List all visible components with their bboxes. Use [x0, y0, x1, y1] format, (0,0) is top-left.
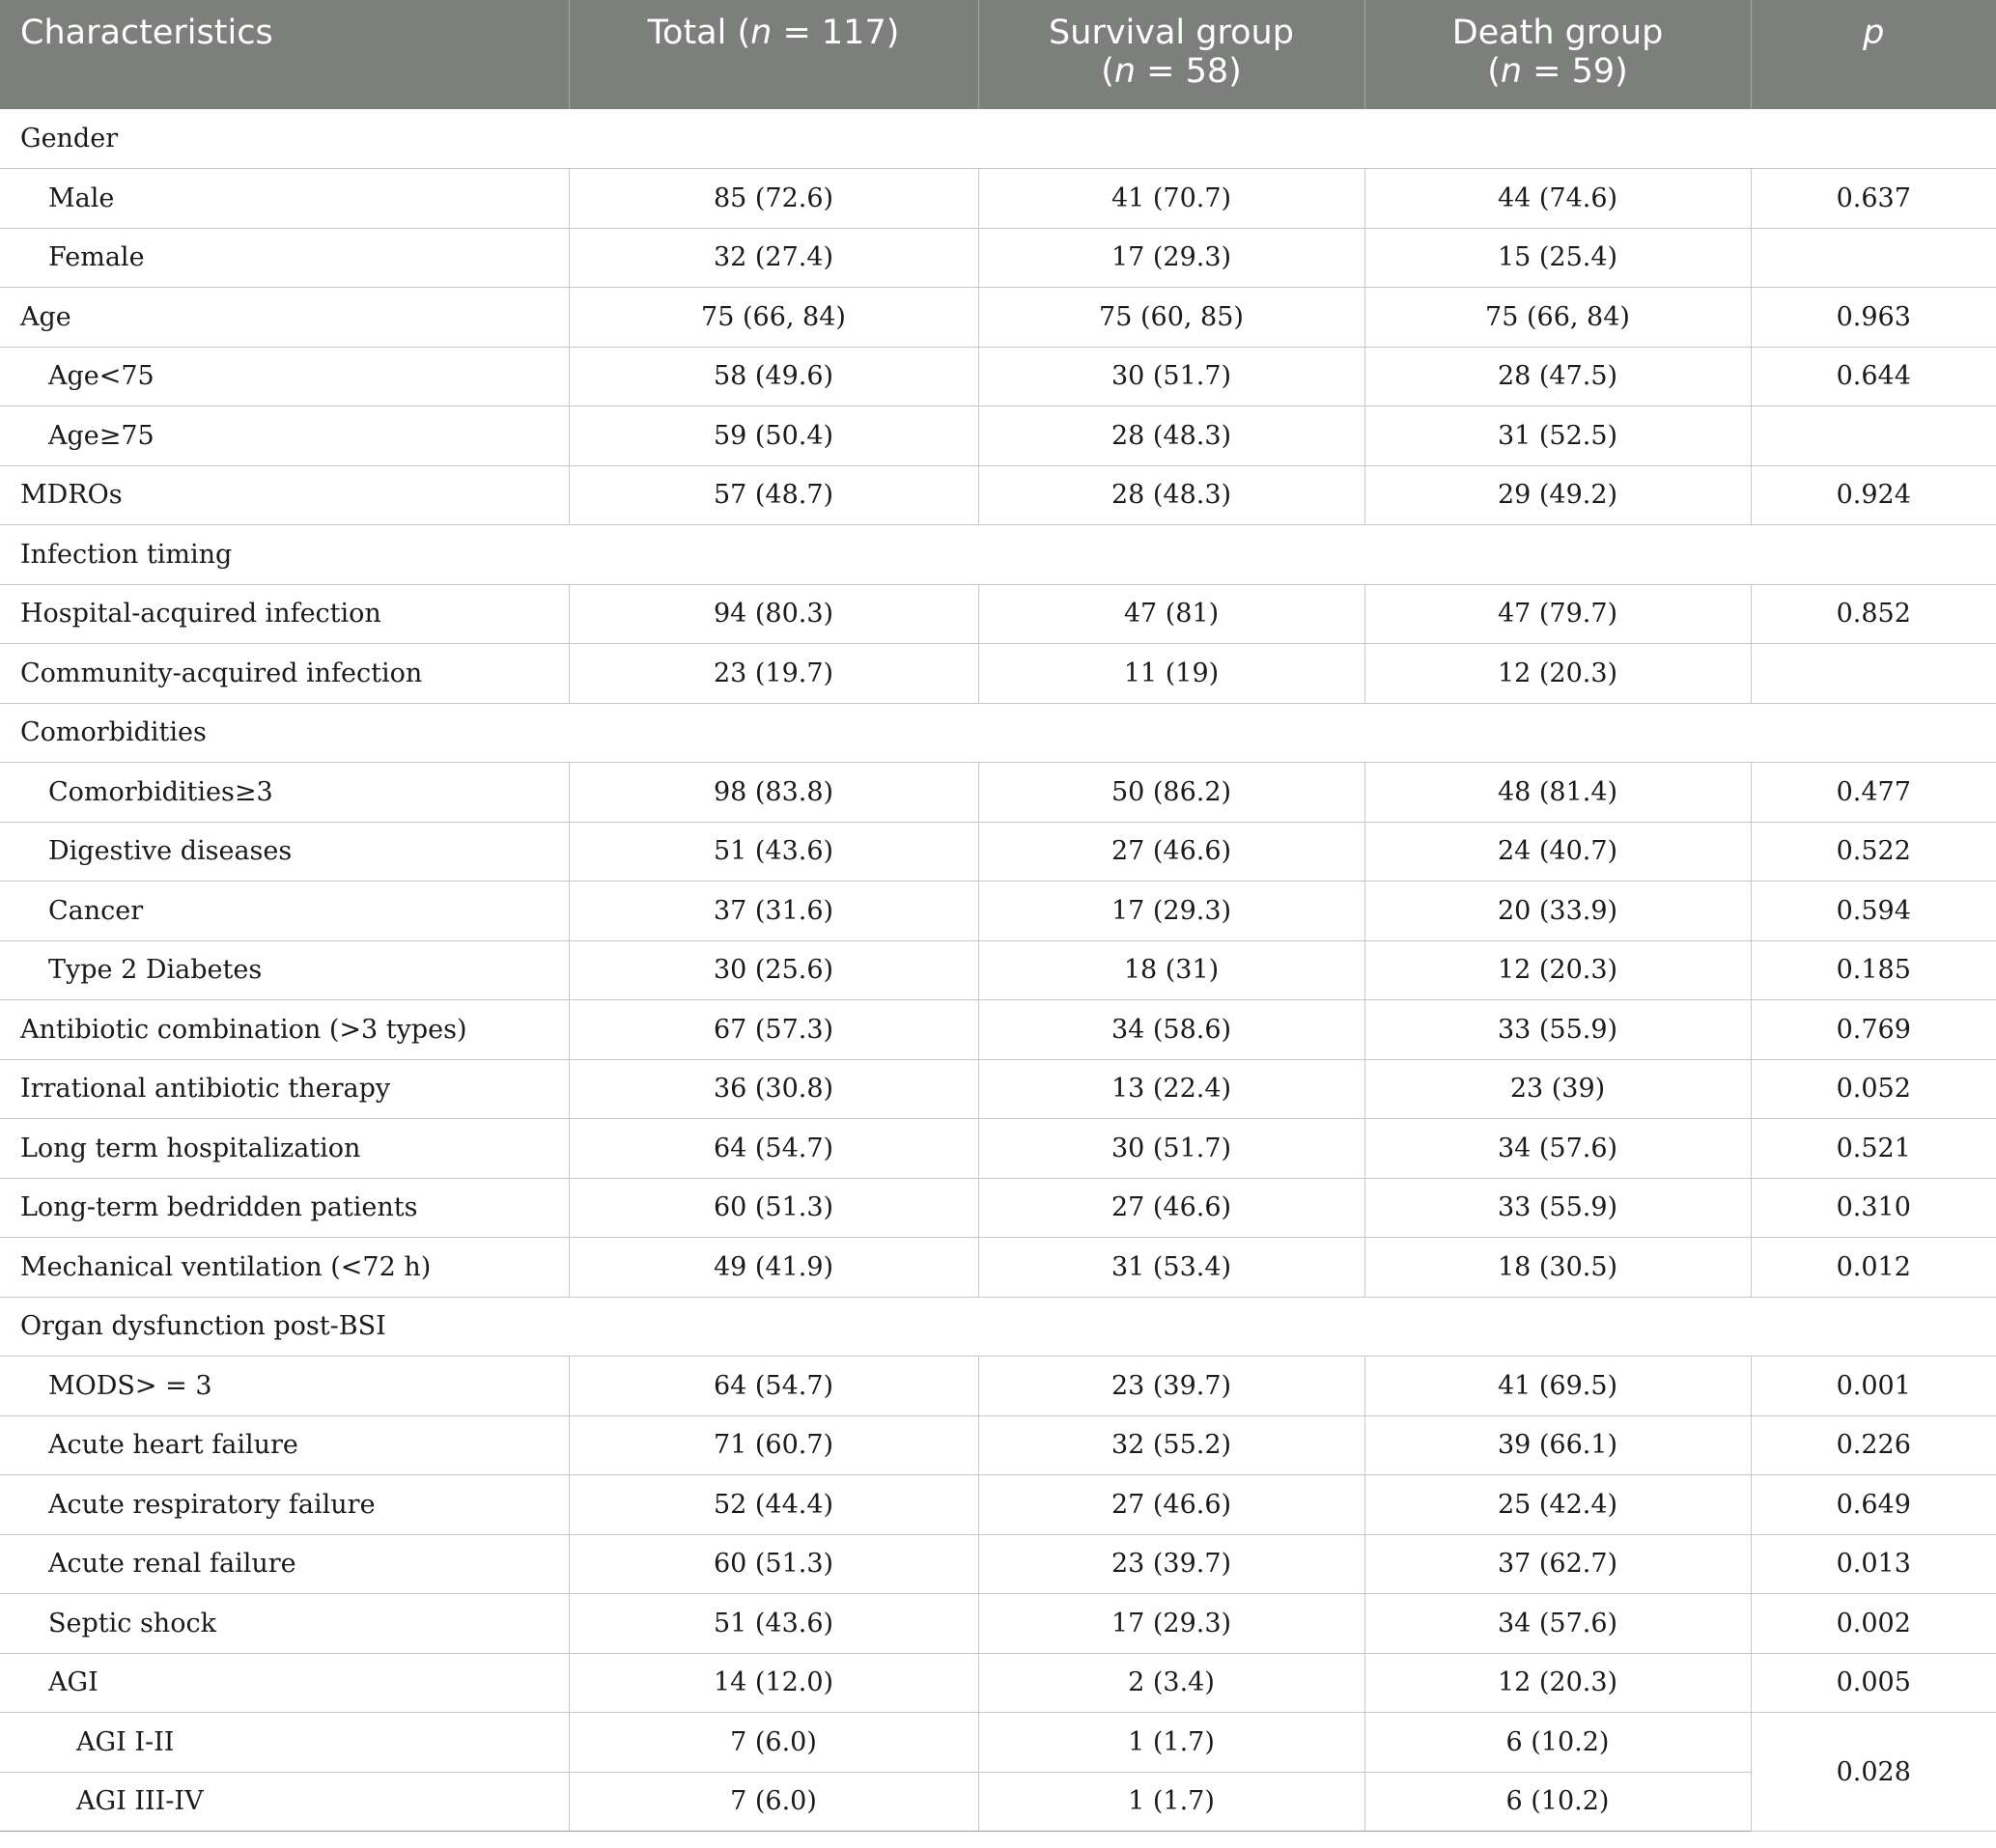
- section-label: Comorbidities: [0, 703, 1996, 763]
- death-cell: 15 (25.4): [1364, 228, 1751, 288]
- table-row: [0, 940, 1996, 1000]
- section-row-comorbidities: [0, 703, 1996, 763]
- total-cell: 32 (27.4): [569, 228, 978, 288]
- table-row: [0, 1713, 1996, 1773]
- header-total-n: n: [750, 14, 773, 52]
- survival-cell: 1 (1.7): [978, 1772, 1364, 1832]
- survival-cell: 23 (39.7): [978, 1357, 1364, 1416]
- total-cell: 94 (80.3): [569, 584, 978, 644]
- section-label: Organ dysfunction post-BSI: [0, 1297, 1996, 1357]
- row-label: MDROs: [0, 465, 569, 525]
- header-survival-open: (: [1101, 52, 1114, 91]
- p-cell: 0.594: [1751, 882, 1996, 941]
- row-label: Hospital-acquired infection: [0, 584, 569, 644]
- row-label: Antibiotic combination (>3 types): [0, 1000, 569, 1060]
- death-cell: 28 (47.5): [1364, 347, 1751, 406]
- survival-cell: 34 (58.6): [978, 1000, 1364, 1060]
- row-label: Type 2 Diabetes: [0, 940, 569, 1000]
- total-cell: 7 (6.0): [569, 1713, 978, 1773]
- header-total: [569, 0, 978, 109]
- row-label: Long term hospitalization: [0, 1119, 569, 1179]
- p-cell-merged: 0.028: [1751, 1713, 1996, 1832]
- table-row: [0, 1357, 1996, 1416]
- total-cell: 64 (54.7): [569, 1119, 978, 1179]
- row-label: Acute respiratory failure: [0, 1475, 569, 1535]
- total-cell: 37 (31.6): [569, 882, 978, 941]
- section-row-organ-dysfunction: [0, 1297, 1996, 1357]
- survival-cell: 27 (46.6): [978, 1178, 1364, 1238]
- death-cell: 25 (42.4): [1364, 1475, 1751, 1535]
- table-row: [0, 1415, 1996, 1475]
- survival-cell: 27 (46.6): [978, 1475, 1364, 1535]
- total-cell: 60 (51.3): [569, 1534, 978, 1594]
- survival-cell: 28 (48.3): [978, 406, 1364, 466]
- header-death-n: n: [1500, 52, 1523, 91]
- survival-cell: 11 (19): [978, 644, 1364, 704]
- row-label: Community-acquired infection: [0, 644, 569, 704]
- header-death: [1364, 0, 1751, 109]
- header-survival-n: n: [1113, 52, 1137, 91]
- total-cell: 75 (66, 84): [569, 288, 978, 348]
- death-cell: 12 (20.3): [1364, 644, 1751, 704]
- row-label: Irrational antibiotic therapy: [0, 1059, 569, 1119]
- table-row: [0, 1594, 1996, 1654]
- table-header: [0, 0, 1996, 109]
- total-cell: 23 (19.7): [569, 644, 978, 704]
- p-cell: 0.226: [1751, 1415, 1996, 1475]
- death-cell: 48 (81.4): [1364, 763, 1751, 823]
- survival-cell: 27 (46.6): [978, 822, 1364, 882]
- table-body: [0, 109, 1996, 1832]
- death-cell: 37 (62.7): [1364, 1534, 1751, 1594]
- survival-cell: 1 (1.7): [978, 1713, 1364, 1773]
- death-cell: 41 (69.5): [1364, 1357, 1751, 1416]
- header-survival: [978, 0, 1364, 109]
- row-label: Comorbidities≥3: [0, 763, 569, 823]
- survival-cell: 50 (86.2): [978, 763, 1364, 823]
- p-cell: 0.649: [1751, 1475, 1996, 1535]
- p-cell: 0.769: [1751, 1000, 1996, 1060]
- table-row: [0, 1238, 1996, 1298]
- death-cell: 47 (79.7): [1364, 584, 1751, 644]
- row-label: MODS> = 3: [0, 1357, 569, 1416]
- total-cell: 7 (6.0): [569, 1772, 978, 1832]
- survival-cell: 31 (53.4): [978, 1238, 1364, 1298]
- table-row: [0, 822, 1996, 882]
- survival-cell: 17 (29.3): [978, 882, 1364, 941]
- death-cell: 31 (52.5): [1364, 406, 1751, 466]
- total-cell: 36 (30.8): [569, 1059, 978, 1119]
- total-cell: 60 (51.3): [569, 1178, 978, 1238]
- death-cell: 44 (74.6): [1364, 169, 1751, 229]
- survival-cell: 17 (29.3): [978, 1594, 1364, 1654]
- row-label: Acute renal failure: [0, 1534, 569, 1594]
- death-cell: 75 (66, 84): [1364, 288, 1751, 348]
- table-row: [0, 1534, 1996, 1594]
- row-label: Acute heart failure: [0, 1415, 569, 1475]
- row-label: Digestive diseases: [0, 822, 569, 882]
- table-row: [0, 1653, 1996, 1713]
- death-cell: 29 (49.2): [1364, 465, 1751, 525]
- death-cell: 20 (33.9): [1364, 882, 1751, 941]
- death-cell: 33 (55.9): [1364, 1178, 1751, 1238]
- total-cell: 51 (43.6): [569, 1594, 978, 1654]
- table-row: [0, 347, 1996, 406]
- survival-cell: 41 (70.7): [978, 169, 1364, 229]
- row-label: Age: [0, 288, 569, 348]
- survival-cell: 13 (22.4): [978, 1059, 1364, 1119]
- table-row: [0, 1119, 1996, 1179]
- p-cell: 0.001: [1751, 1357, 1996, 1416]
- death-cell: 39 (66.1): [1364, 1415, 1751, 1475]
- table-row: [0, 763, 1996, 823]
- row-label: Age<75: [0, 347, 569, 406]
- p-cell: 0.924: [1751, 465, 1996, 525]
- total-cell: 85 (72.6): [569, 169, 978, 229]
- table-row: [0, 584, 1996, 644]
- death-cell: 34 (57.6): [1364, 1594, 1751, 1654]
- p-cell: 0.310: [1751, 1178, 1996, 1238]
- p-cell: 0.002: [1751, 1594, 1996, 1654]
- survival-cell: 2 (3.4): [978, 1653, 1364, 1713]
- survival-cell: 30 (51.7): [978, 347, 1364, 406]
- row-label: Mechanical ventilation (<72 h): [0, 1238, 569, 1298]
- total-cell: 51 (43.6): [569, 822, 978, 882]
- header-survival-value: = 58): [1136, 52, 1242, 91]
- row-label: AGI III-IV: [0, 1772, 569, 1832]
- table-row: [0, 465, 1996, 525]
- death-cell: 18 (30.5): [1364, 1238, 1751, 1298]
- row-label: Female: [0, 228, 569, 288]
- total-cell: 14 (12.0): [569, 1653, 978, 1713]
- death-cell: 6 (10.2): [1364, 1713, 1751, 1773]
- survival-cell: 23 (39.7): [978, 1534, 1364, 1594]
- row-label: Age≥75: [0, 406, 569, 466]
- p-cell: 0.963: [1751, 288, 1996, 348]
- death-cell: 6 (10.2): [1364, 1772, 1751, 1832]
- survival-cell: 17 (29.3): [978, 228, 1364, 288]
- survival-cell: 47 (81): [978, 584, 1364, 644]
- p-cell: 0.185: [1751, 940, 1996, 1000]
- header-total-label: Total (: [647, 14, 751, 52]
- total-cell: 67 (57.3): [569, 1000, 978, 1060]
- death-cell: 12 (20.3): [1364, 940, 1751, 1000]
- p-cell: 0.637: [1751, 169, 1996, 229]
- section-row-infection-timing: [0, 525, 1996, 585]
- header-row: [0, 0, 1996, 109]
- section-row-gender: [0, 109, 1996, 169]
- survival-cell: 18 (31): [978, 940, 1364, 1000]
- table-row: [0, 169, 1996, 229]
- p-cell: [1751, 406, 1996, 466]
- header-death-open: (: [1487, 52, 1501, 91]
- p-cell: 0.644: [1751, 347, 1996, 406]
- table-row: [0, 1475, 1996, 1535]
- total-cell: 49 (41.9): [569, 1238, 978, 1298]
- row-label: Septic shock: [0, 1594, 569, 1654]
- header-survival-label: Survival group: [1049, 14, 1294, 52]
- section-label: Gender: [0, 109, 1996, 169]
- survival-cell: 32 (55.2): [978, 1415, 1364, 1475]
- row-label: Cancer: [0, 882, 569, 941]
- header-death-label: Death group: [1451, 14, 1664, 52]
- p-cell: 0.012: [1751, 1238, 1996, 1298]
- total-cell: 64 (54.7): [569, 1357, 978, 1416]
- death-cell: 33 (55.9): [1364, 1000, 1751, 1060]
- p-cell: 0.005: [1751, 1653, 1996, 1713]
- table-row: [0, 1178, 1996, 1238]
- table-row: [0, 228, 1996, 288]
- p-cell: 0.052: [1751, 1059, 1996, 1119]
- total-cell: 98 (83.8): [569, 763, 978, 823]
- death-cell: 12 (20.3): [1364, 1653, 1751, 1713]
- total-cell: 71 (60.7): [569, 1415, 978, 1475]
- total-cell: 30 (25.6): [569, 940, 978, 1000]
- section-label: Infection timing: [0, 525, 1996, 585]
- p-cell: [1751, 644, 1996, 704]
- header-characteristics: Characteristics: [0, 0, 569, 109]
- header-death-count: [1375, 52, 1741, 91]
- row-label: AGI I-II: [0, 1713, 569, 1773]
- total-cell: 57 (48.7): [569, 465, 978, 525]
- death-cell: 34 (57.6): [1364, 1119, 1751, 1179]
- header-total-value: = 117): [772, 14, 900, 52]
- p-cell: 0.521: [1751, 1119, 1996, 1179]
- total-cell: 58 (49.6): [569, 347, 978, 406]
- total-cell: 59 (50.4): [569, 406, 978, 466]
- p-cell: [1751, 228, 1996, 288]
- total-cell: 52 (44.4): [569, 1475, 978, 1535]
- table-row: [0, 406, 1996, 466]
- header-survival-count: [989, 52, 1355, 91]
- death-cell: 24 (40.7): [1364, 822, 1751, 882]
- header-p-label: p: [1863, 14, 1885, 52]
- survival-cell: 28 (48.3): [978, 465, 1364, 525]
- row-label: Male: [0, 169, 569, 229]
- p-cell: 0.522: [1751, 822, 1996, 882]
- row-label: Long-term bedridden patients: [0, 1178, 569, 1238]
- header-p: [1751, 0, 1996, 109]
- p-cell: 0.852: [1751, 584, 1996, 644]
- table-row: [0, 644, 1996, 704]
- row-label: AGI: [0, 1653, 569, 1713]
- table-row: [0, 882, 1996, 941]
- survival-cell: 30 (51.7): [978, 1119, 1364, 1179]
- table-row: [0, 1000, 1996, 1060]
- p-cell: 0.477: [1751, 763, 1996, 823]
- header-death-value: = 59): [1522, 52, 1628, 91]
- table-row: [0, 1059, 1996, 1119]
- table-row: [0, 1772, 1996, 1832]
- p-cell: 0.013: [1751, 1534, 1996, 1594]
- table-row: [0, 288, 1996, 348]
- death-cell: 23 (39): [1364, 1059, 1751, 1119]
- survival-cell: 75 (60, 85): [978, 288, 1364, 348]
